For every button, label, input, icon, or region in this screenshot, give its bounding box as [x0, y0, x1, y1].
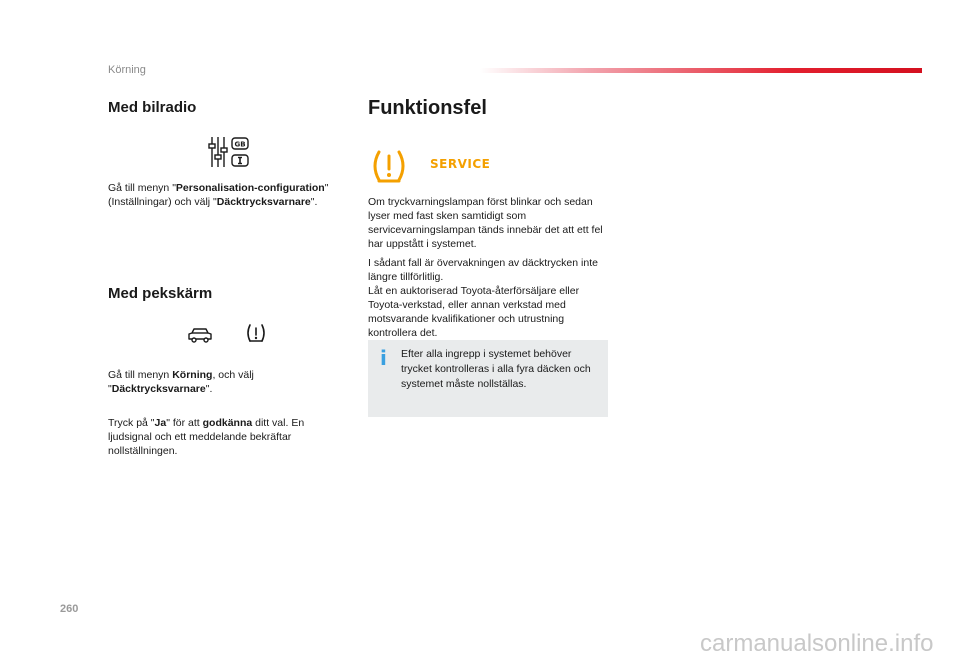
text-run: ".: [205, 383, 213, 395]
car-icon: [186, 325, 214, 345]
bold-term: Däcktrycksvarnare: [111, 383, 206, 395]
bold-term: godkänna: [202, 417, 253, 429]
radio-heading: Med bilradio: [108, 99, 197, 116]
touchscreen-heading: Med pekskärm: [108, 285, 213, 302]
text-run: ditt val. En ljudsignal och ett meddelande bekräftar nollställningen.: [108, 417, 305, 457]
text-run: Tryck på ": [108, 417, 155, 429]
malfunction-description: Om tryckvarningslampan först blinkar och sedan lyser med fast sken samtidigt som servicevarningslampan tänds innebär det att ett fel har uppstått i systemet.: [368, 196, 603, 250]
malfunction-advice: I sådant fall är övervakningen av däcktrycken inte längre tillförlitlig. Låt en auktoriserad Toyota-återförsäljare eller Toyota-verkstad, eller annan verkstad med motsvarande kvalifikationer och utrustning kontrollera det.: [368, 257, 598, 339]
info-icon: i: [380, 346, 387, 370]
section-label: Körning: [108, 64, 146, 76]
text-run: " för att: [166, 417, 203, 429]
tire-pressure-icon: [244, 323, 268, 345]
radio-instruction: [108, 181, 330, 209]
header-accent-bar: [480, 68, 922, 73]
touchscreen-instruction: [108, 368, 330, 396]
info-note: [368, 340, 608, 417]
text-run: ".: [310, 196, 318, 208]
bold-term: Personalisation-configuration: [175, 182, 325, 194]
text-run: , och välj ": [108, 369, 254, 395]
watermark: carmanualsonline.info: [700, 630, 934, 657]
malfunction-heading: Funktionsfel: [368, 97, 487, 119]
info-note-text: Efter alla ingrepp i systemet behöver trycket kontrolleras i alla fyra däcken och systemet måste nollställas.: [401, 348, 591, 390]
text-run: " (Inställningar) och välj ": [108, 182, 329, 208]
text-run: Gå till menyn: [108, 369, 173, 381]
bold-term: Ja: [154, 417, 167, 429]
confirm-instruction: [108, 416, 330, 458]
bold-term: Körning: [172, 369, 213, 381]
text-run: Gå till menyn ": [108, 182, 176, 194]
service-warning-label: SERVICE: [430, 157, 491, 171]
radio-badge: GB: [234, 140, 246, 149]
tire-pressure-warning-icon: [369, 148, 409, 186]
settings-sliders-icon: [206, 135, 250, 169]
page-number: 260: [60, 603, 79, 615]
bold-term: Däcktrycksvarnare: [216, 196, 311, 208]
